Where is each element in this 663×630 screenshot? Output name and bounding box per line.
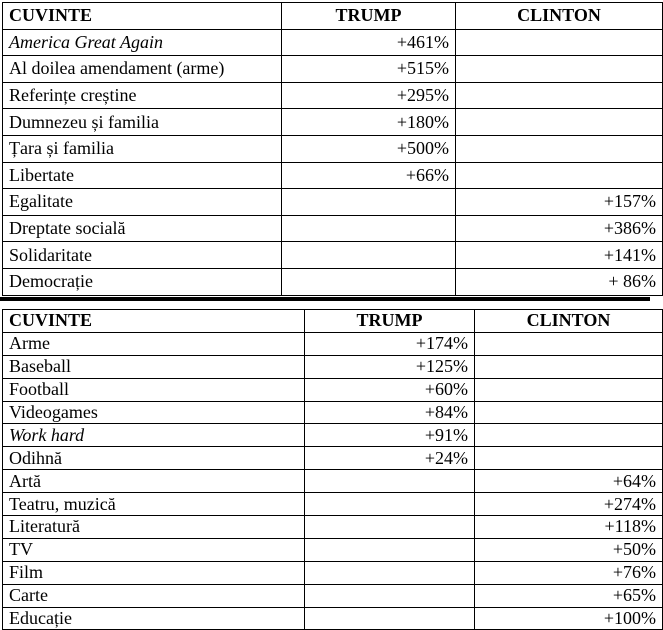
table-row (3, 215, 663, 242)
cell-clinton (475, 332, 663, 355)
table-row (3, 378, 663, 401)
cell-trump (305, 538, 475, 561)
table-row (3, 584, 663, 607)
table-row (3, 189, 663, 216)
cell-clinton: +64% (475, 470, 663, 493)
cell-clinton (456, 56, 663, 83)
cell-clinton (475, 378, 663, 401)
table-header-row (3, 3, 663, 30)
cell-trump (305, 493, 475, 516)
cell-word: Țara și familia (3, 135, 282, 162)
cell-clinton: +50% (475, 538, 663, 561)
cell-clinton: +100% (475, 607, 663, 630)
cell-word: Dreptate socială (3, 215, 282, 242)
words-table-culture (2, 309, 663, 630)
cell-word: TV (3, 538, 305, 561)
header-trump: TRUMP (305, 310, 475, 333)
cell-trump: +84% (305, 401, 475, 424)
cell-clinton (475, 401, 663, 424)
cell-trump: +515% (282, 56, 456, 83)
cell-word: America Great Again (3, 29, 282, 56)
cell-trump: +295% (282, 82, 456, 109)
cell-trump: +180% (282, 109, 456, 136)
table-row (3, 355, 663, 378)
cell-word: Baseball (3, 355, 305, 378)
table-row (3, 447, 663, 470)
cell-clinton: +118% (475, 516, 663, 539)
cell-word: Egalitate (3, 189, 282, 216)
table-row (3, 516, 663, 539)
table-row (3, 332, 663, 355)
header-clinton: CLINTON (475, 310, 663, 333)
cell-clinton: +141% (456, 242, 663, 269)
table-row (3, 268, 663, 295)
cell-trump (305, 584, 475, 607)
cell-word: Arme (3, 332, 305, 355)
table-row (3, 470, 663, 493)
cell-clinton: +76% (475, 561, 663, 584)
cell-word: Al doilea amendament (arme) (3, 56, 282, 83)
cell-word: Videogames (3, 401, 305, 424)
cell-word: Teatru, muzică (3, 493, 305, 516)
cell-word: Work hard (3, 424, 305, 447)
table-row (3, 135, 663, 162)
cell-trump (305, 561, 475, 584)
cell-word: Odihnă (3, 447, 305, 470)
table-header-row (3, 310, 663, 333)
cell-trump (282, 189, 456, 216)
table-row (3, 82, 663, 109)
table-row (3, 561, 663, 584)
cell-word: Artă (3, 470, 305, 493)
header-clinton: CLINTON (456, 3, 663, 30)
cell-word: Libertate (3, 162, 282, 189)
cell-clinton (456, 109, 663, 136)
cell-trump (282, 268, 456, 295)
cell-trump (282, 242, 456, 269)
table-row (3, 493, 663, 516)
cell-trump: +125% (305, 355, 475, 378)
table-row (3, 424, 663, 447)
cell-word: Carte (3, 584, 305, 607)
cell-word: Film (3, 561, 305, 584)
cell-clinton: +274% (475, 493, 663, 516)
cell-trump (305, 516, 475, 539)
cell-clinton (456, 29, 663, 56)
cell-clinton: +65% (475, 584, 663, 607)
table-row (3, 56, 663, 83)
cell-word: Educație (3, 607, 305, 630)
cell-trump: +461% (282, 29, 456, 56)
cell-clinton (475, 424, 663, 447)
header-trump: TRUMP (282, 3, 456, 30)
cell-trump: +24% (305, 447, 475, 470)
table-row (3, 162, 663, 189)
cell-trump: +500% (282, 135, 456, 162)
cell-clinton: +157% (456, 189, 663, 216)
cell-word: Solidaritate (3, 242, 282, 269)
table-row (3, 538, 663, 561)
table-row (3, 607, 663, 630)
table-row (3, 109, 663, 136)
cell-clinton (475, 355, 663, 378)
cell-clinton (475, 447, 663, 470)
cell-clinton (456, 162, 663, 189)
cell-clinton (456, 82, 663, 109)
cell-word: Literatură (3, 516, 305, 539)
cell-trump: +91% (305, 424, 475, 447)
cell-trump: +60% (305, 378, 475, 401)
table-separator (0, 297, 650, 301)
table-row (3, 401, 663, 424)
header-words: CUVINTE (3, 3, 282, 30)
table-row (3, 29, 663, 56)
words-table-politics (2, 2, 663, 296)
cell-word: Football (3, 378, 305, 401)
cell-word: Democrație (3, 268, 282, 295)
cell-word: Dumnezeu și familia (3, 109, 282, 136)
header-words: CUVINTE (3, 310, 305, 333)
cell-trump: +66% (282, 162, 456, 189)
cell-word: Referințe creștine (3, 82, 282, 109)
cell-clinton: + 86% (456, 268, 663, 295)
cell-trump (305, 470, 475, 493)
cell-clinton (456, 135, 663, 162)
cell-clinton: +386% (456, 215, 663, 242)
table-row (3, 242, 663, 269)
cell-trump: +174% (305, 332, 475, 355)
cell-trump (305, 607, 475, 630)
cell-trump (282, 215, 456, 242)
